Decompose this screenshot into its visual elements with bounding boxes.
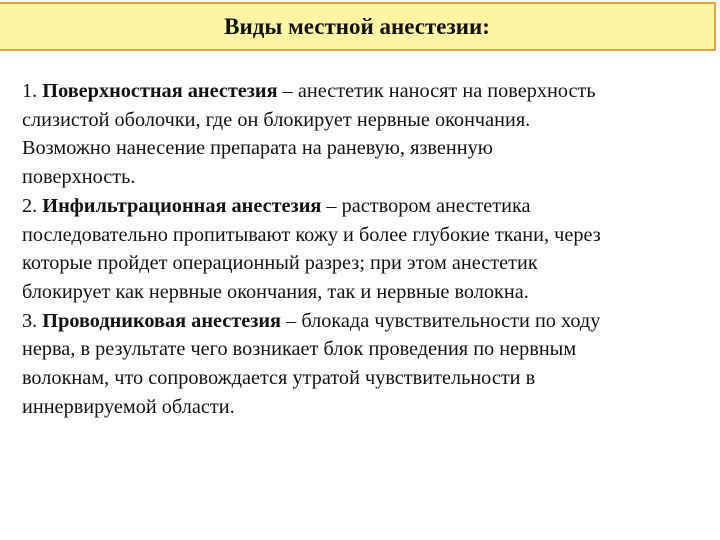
item-line: Возможно нанесение препарата на раневую, язвенную (22, 137, 493, 160)
item-term: Поверхностная анестезия (42, 80, 278, 102)
item-text: – блокада чувствительности по ходу (281, 309, 601, 332)
item-line: волокнам, что сопровождается утратой чувствительности в (22, 367, 536, 390)
item-line: которые пройдет операционный разрез; при этом анестетик (22, 252, 538, 275)
item-text: – анестетик наносят на поверхность (277, 80, 596, 102)
item-number: 1. (22, 80, 38, 102)
item-number: 3. (22, 309, 38, 332)
item-number: 2. (22, 194, 38, 217)
item-term: Проводниковая анестезия (42, 309, 282, 332)
item-line: поверхность. (22, 166, 136, 189)
list-item (22, 192, 720, 307)
item-line: последовательно пропитывают кожу и более глубокие ткани, через (22, 223, 601, 246)
list-item (22, 77, 720, 192)
slide-title: Виды местной анестезии: (224, 13, 490, 39)
item-line: блокирует как нервные окончания, так и нервные волокна. (22, 280, 529, 303)
list-item (22, 307, 720, 422)
item-text: – раствором анестетика (321, 194, 531, 217)
item-line: иннервируемой области. (22, 395, 235, 418)
slide-title-bar (0, 2, 716, 51)
item-line: нерва, в результате чего возникает блок проведения по нервным (22, 338, 577, 361)
item-term: Инфильтрационная анестезия (42, 194, 322, 217)
item-line: слизистой оболочки, где он блокирует нервные окончания. (22, 108, 531, 131)
slide-body (22, 77, 720, 421)
